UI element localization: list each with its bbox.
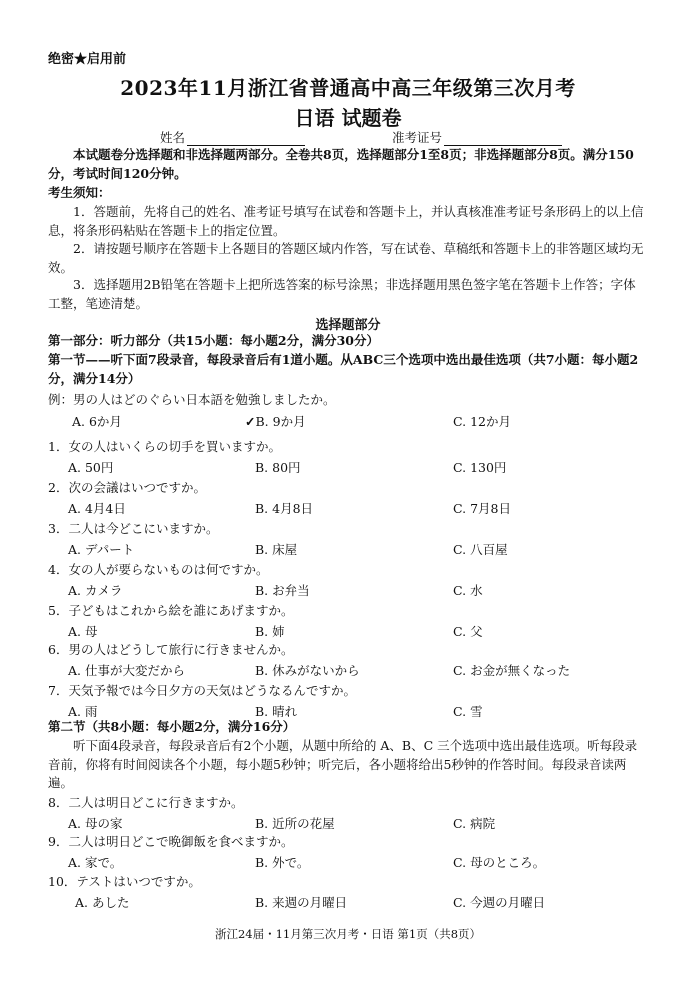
q10-option-b: B. 来週の月曜日 <box>255 895 348 910</box>
q4-option-c: C. 水 <box>453 583 483 598</box>
name-label: 姓名 <box>160 130 186 145</box>
part1-section1-title: 第一节——听下面7段录音，每段录音后有1道小题。从ABC三个选项中选出最佳选项（共7小题：每小题2分，满分14分） <box>48 352 639 386</box>
example-answer <box>245 412 306 430</box>
q7-option-c: C. 雪 <box>453 704 483 719</box>
q6-option-a: A. 仕事が大変だから <box>68 663 185 678</box>
q3-option-b: B. 床屋 <box>255 542 298 557</box>
exam-number-label: 准考证号 <box>392 130 443 145</box>
notice-item-2: 2．请按题号顺序在答题卡上各题目的答题区域内作答，写在试卷、草稿纸和答题卡上的非答题区域均无效。 <box>48 241 644 275</box>
question-10: 10．テストはいつですか。 <box>48 874 201 889</box>
q8-option-a: A. 母の家 <box>68 816 123 831</box>
name-blank-line <box>187 132 305 146</box>
q5-option-a: A. 母 <box>68 624 98 639</box>
notice-title: 考生须知： <box>48 185 111 200</box>
notice-item-3: 3．选择题用2B铅笔在答题卡上把所选答案的标号涂黑；非选择题用黑色签字笔在答题卡上作答；字体工整，笔迹清楚。 <box>48 277 636 311</box>
confidential-label: 绝密★启用前 <box>48 52 127 67</box>
q9-option-c: C. 母のところ。 <box>453 855 546 870</box>
q3-option-a: A. デパート <box>68 542 135 557</box>
q9-option-b: B. 外で。 <box>255 855 310 870</box>
exam-title: 2023年11月浙江省普通高中高三年级第三次月考 <box>120 76 576 100</box>
example-question: 例：男の人はどのぐらい日本語を勉強しましたか。 <box>48 392 336 407</box>
example-option-a: A. 6か月 <box>72 414 122 429</box>
q8-option-c: C. 病院 <box>453 816 496 831</box>
question-2: 2．次の会議はいつですか。 <box>48 480 206 495</box>
q6-option-b: B. 休みがないから <box>255 663 360 678</box>
exam-number-blank-line <box>444 132 562 146</box>
q4-option-b: B. お弁当 <box>255 583 310 598</box>
q1-option-c: C. 130円 <box>453 460 507 475</box>
q1-option-a: A. 50円 <box>68 460 114 475</box>
part2-title: 第二节（共8小题：每小题2分，满分16分） <box>48 719 296 734</box>
q7-option-b: B. 晴れ <box>255 704 298 719</box>
q10-option-c: C. 今週の月曜日 <box>453 895 546 910</box>
question-5: 5．子どもはこれから絵を誰にあげますか。 <box>48 603 294 618</box>
exam-number-field <box>392 128 562 146</box>
q2-option-a: A. 4月4日 <box>68 501 126 516</box>
question-4: 4．女の人が要らないものは何ですか。 <box>48 562 269 577</box>
question-1: 1．女の人はいくらの切手を買いますか。 <box>48 439 281 454</box>
q8-option-b: B. 近所の花屋 <box>255 816 335 831</box>
question-8: 8．二人は明日どこに行きますか。 <box>48 795 244 810</box>
question-7: 7．天気予報では今日夕方の天気はどうなるんですか。 <box>48 683 356 698</box>
question-6: 6．男の人はどうして旅行に行きませんか。 <box>48 642 294 657</box>
q2-option-b: B. 4月8日 <box>255 501 314 516</box>
q3-option-c: C. 八百屋 <box>453 542 508 557</box>
name-field <box>160 128 305 146</box>
q5-option-c: C. 父 <box>453 624 483 639</box>
q4-option-a: A. カメラ <box>68 583 123 598</box>
part1-title: 第一部分：听力部分（共15小题：每小题2分，满分30分） <box>48 333 379 348</box>
q7-option-a: A. 雨 <box>68 704 98 719</box>
exam-subtitle: 日语 试题卷 <box>294 106 402 130</box>
question-9: 9．二人は明日どこで晩御飯を食べますか。 <box>48 834 294 849</box>
q5-option-b: B. 姉 <box>255 624 285 639</box>
page-footer: 浙江24届・11月第三次月考・日语 第1页（共8页） <box>214 927 482 941</box>
q2-option-c: C. 7月8日 <box>453 501 511 516</box>
q9-option-a: A. 家で。 <box>68 855 123 870</box>
part2-instructions: 听下面4段录音，每段录音后有2个小题，从题中所给的 A、B、C 三个选项中选出最佳选项。听每段录音前，你将有时间阅读各个小题，每小题5秒钟；听完后，各小题将给出5秒钟的作答时间。每段录音读两遍。 <box>48 738 638 790</box>
q10-option-a: A. あした <box>75 895 130 910</box>
q6-option-c: C. お金が無くなった <box>453 663 571 678</box>
question-3: 3．二人は今どこにいますか。 <box>48 521 219 536</box>
example-option-b: B. 9か月 <box>255 414 306 429</box>
q1-option-b: B. 80円 <box>255 460 301 475</box>
intro-statement: 本试题卷分选择题和非选择题两部分。全卷共8页，选择题部分1至8页；非选择题部分8页。满分150分，考试时间120分钟。 <box>48 147 634 181</box>
check-mark-icon: ✓ <box>245 414 256 429</box>
notice-item-1: 1．答题前，先将自己的姓名、准考证号填写在试卷和答题卡上，并认真核准准考证号条形码上的以上信息，将条形码粘贴在答题卡上的指定位置。 <box>48 204 644 238</box>
section-title: 选择题部分 <box>315 318 381 333</box>
example-option-c: C. 12か月 <box>453 414 511 429</box>
